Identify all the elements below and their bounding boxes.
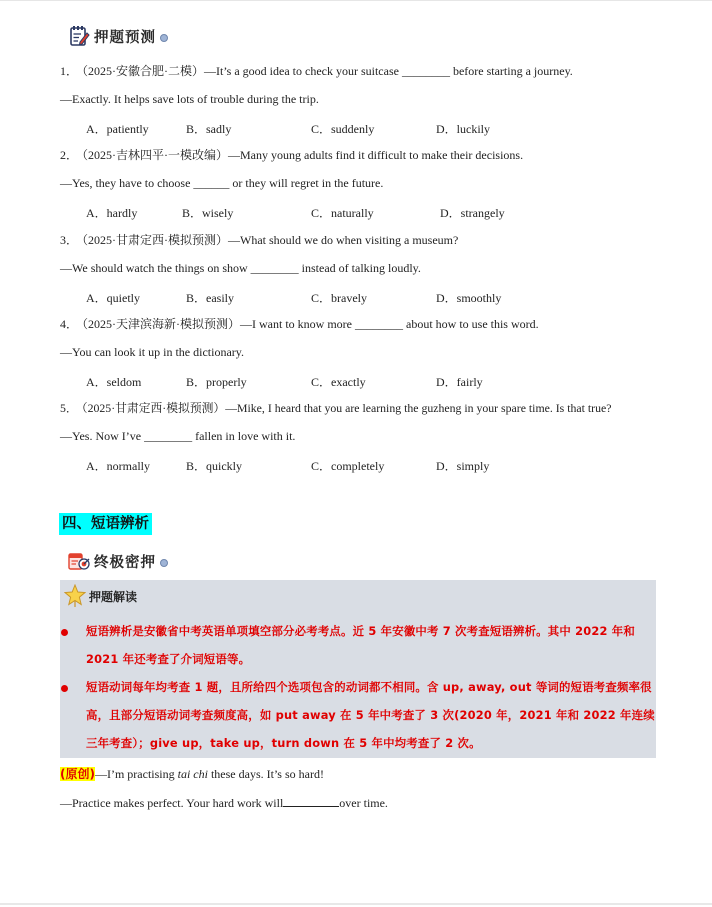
question-5-stem bbox=[60, 401, 611, 415]
section-header-prediction bbox=[70, 25, 168, 47]
section-header-final bbox=[68, 550, 168, 572]
option-b[interactable]: B．sadly bbox=[186, 122, 232, 136]
reply-text: —Practice makes perfect. Your hard work will bbox=[60, 796, 284, 810]
section-heading-phrase: 四、短语辨析 bbox=[59, 513, 152, 535]
question-1-stem bbox=[60, 64, 573, 78]
option-a[interactable]: A．normally bbox=[86, 459, 150, 473]
question-2-reply: —Yes, they have to choose ______ or they will regret in the future. bbox=[60, 176, 384, 190]
question-text: （2025·安徽合肥·二模）—It’s a good idea to check your suitcase ________ before starting a journey. bbox=[82, 64, 573, 78]
option-c[interactable]: C．bravely bbox=[311, 291, 367, 305]
page-bottom-rule bbox=[0, 903, 712, 905]
analysis-bullet-2: 短语动词每年均考查 1 题，且所给四个选项包含的动词都不相同。含 up, away, out 等词的短语考查频率很高，且部分短语动词考查频度高，如 put away 在 5 年中考查了 3 次(2020 年，2021 年和 2022 年连续三年考查）；give up，take up，turn down 在 5 年中均考查了 2 次。 bbox=[86, 680, 655, 750]
decor-dot bbox=[160, 559, 168, 567]
option-c[interactable]: C．exactly bbox=[311, 375, 366, 389]
question-5-reply: —Yes. Now I’ve ________ fallen in love with it. bbox=[60, 429, 296, 443]
option-b[interactable]: B．properly bbox=[186, 375, 247, 389]
option-d[interactable]: D．strangely bbox=[440, 206, 505, 220]
option-d[interactable]: D．smoothly bbox=[436, 291, 502, 305]
question-3-stem bbox=[60, 233, 458, 247]
analysis-box-header bbox=[64, 584, 137, 608]
option-a[interactable]: A．hardly bbox=[86, 206, 138, 220]
question-4-stem bbox=[60, 317, 539, 331]
option-c[interactable]: C．completely bbox=[311, 459, 385, 473]
question-text: （2025·甘肃定西·模拟预测）—Mike, I heard that you are learning the guzheng in your spare time. Is that true? bbox=[81, 401, 612, 415]
star-icon bbox=[64, 584, 86, 608]
question-4-reply: —You can look it up in the dictionary. bbox=[60, 345, 244, 359]
question-text: （2025·天津滨海新·模拟预测）—I want to know more ________ about how to use this word. bbox=[82, 317, 539, 331]
question-number: 3． bbox=[60, 233, 79, 247]
question-text: —I’m practising bbox=[94, 767, 178, 781]
option-a[interactable]: A．seldom bbox=[86, 375, 142, 389]
option-c[interactable]: C．naturally bbox=[311, 206, 374, 220]
option-b[interactable]: B．wisely bbox=[182, 206, 234, 220]
option-d[interactable]: D．fairly bbox=[436, 375, 483, 389]
page-top-rule bbox=[0, 0, 712, 1]
question-1-reply: —Exactly. It helps save lots of trouble during the trip. bbox=[60, 92, 319, 106]
question-number: 5． bbox=[60, 401, 78, 415]
notepad-pen-icon bbox=[70, 25, 90, 47]
analysis-box-label: 押题解读 bbox=[89, 589, 138, 604]
reply-text-end: over time. bbox=[339, 796, 388, 810]
question-italic-term: tai chi bbox=[177, 767, 208, 781]
option-c[interactable]: C．suddenly bbox=[311, 122, 375, 136]
question-number: 1． bbox=[60, 64, 79, 78]
option-a[interactable]: A．quietly bbox=[86, 291, 140, 305]
option-a[interactable]: A．patiently bbox=[86, 122, 149, 136]
original-question-reply bbox=[60, 795, 388, 810]
section-subtitle: 终极密押 bbox=[94, 553, 156, 571]
decor-dot bbox=[160, 34, 168, 42]
question-2-stem bbox=[60, 148, 523, 162]
option-d[interactable]: D．simply bbox=[436, 459, 490, 473]
bullet-marker bbox=[60, 683, 70, 693]
calendar-target-icon bbox=[68, 550, 90, 572]
option-b[interactable]: B．quickly bbox=[186, 459, 242, 473]
question-text: （2025·吉林四平·一模改编）—Many young adults find it difficult to make their decisions. bbox=[82, 148, 524, 162]
bullet-marker bbox=[60, 627, 70, 637]
question-number: 4． bbox=[60, 317, 79, 331]
question-text: （2025·甘肃定西·模拟预测）—What should we do when visiting a museum? bbox=[82, 233, 459, 247]
original-question-stem bbox=[60, 767, 324, 781]
original-tag: (原创) bbox=[60, 767, 95, 781]
question-text-end: these days. It’s so hard! bbox=[207, 767, 324, 781]
analysis-bullet-1: 短语辨析是安徽省中考英语单项填空部分必考考点。近 5 年安徽中考 7 次考查短语辨析。其中 2022 年和 2021 年还考查了介词短语等。 bbox=[86, 624, 635, 666]
question-number: 2． bbox=[60, 148, 79, 162]
section-title: 押题预测 bbox=[94, 28, 156, 46]
question-3-reply: —We should watch the things on show ________ instead of talking loudly. bbox=[60, 261, 421, 275]
option-b[interactable]: B．easily bbox=[186, 291, 234, 305]
option-d[interactable]: D．luckily bbox=[436, 122, 490, 136]
answer-blank[interactable] bbox=[283, 795, 339, 807]
